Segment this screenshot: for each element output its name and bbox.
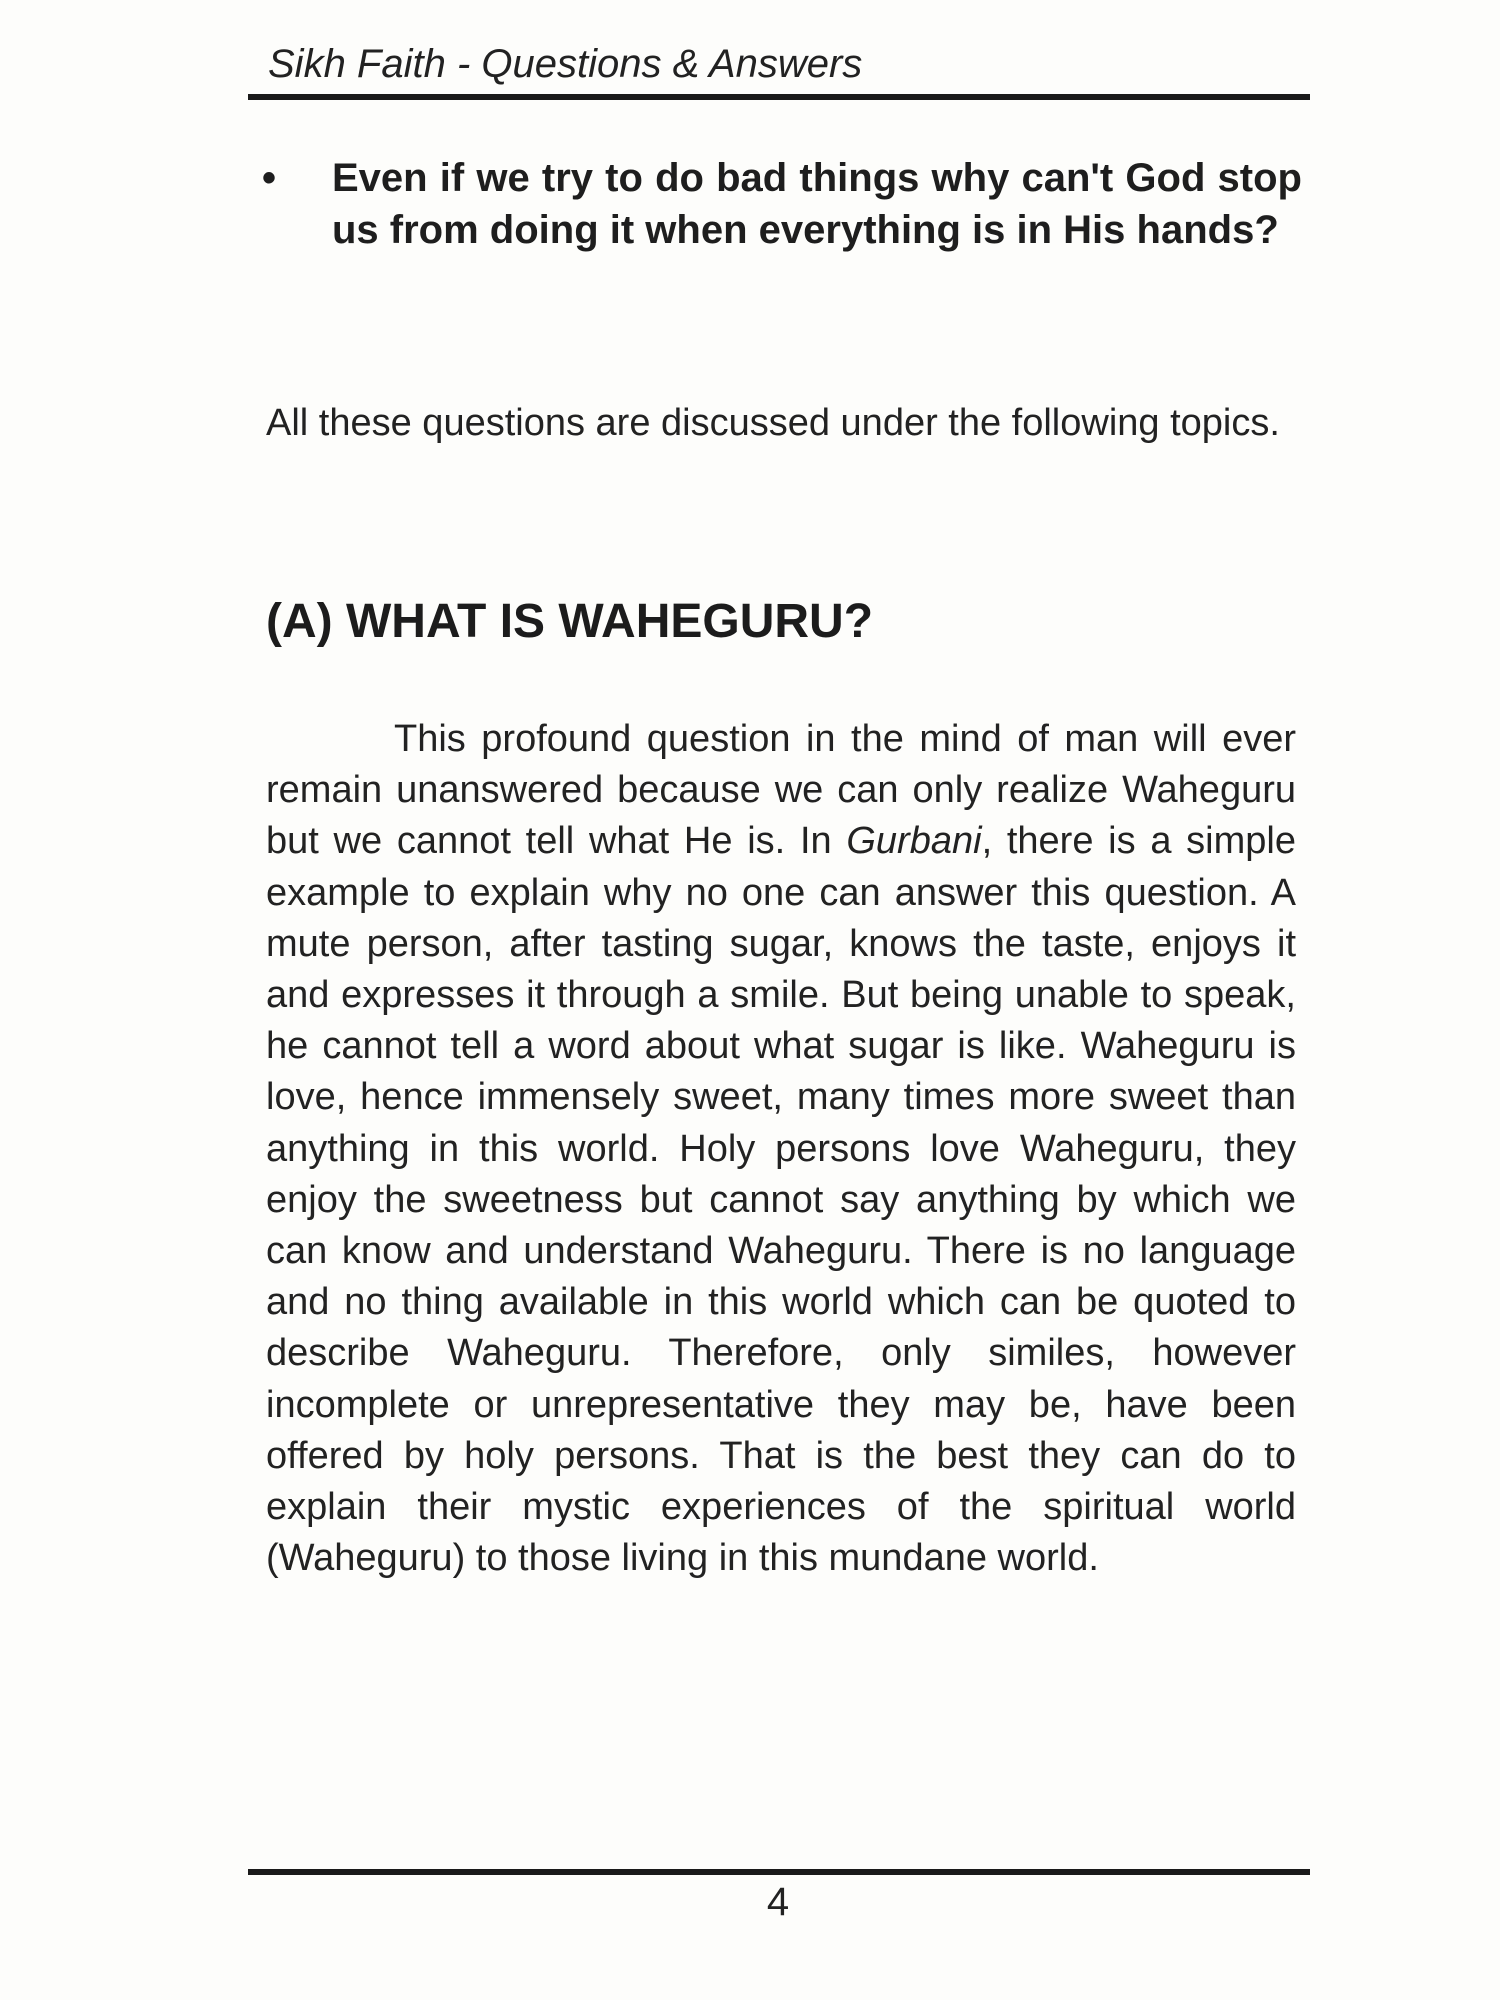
header-rule xyxy=(248,94,1310,100)
body-paragraph xyxy=(266,714,1296,1584)
gurbani-term: Gurbani xyxy=(846,820,982,863)
footer-rule xyxy=(248,1869,1310,1875)
intro-paragraph: All these questions are discussed under the following topics. xyxy=(266,402,1280,444)
body-text-part-1: This profound question in the mind of man will ever remain unanswered because we can only realize Waheguru but we cannot tell what He is. In xyxy=(266,718,1296,863)
running-header: Sikh Faith - Questions & Answers xyxy=(268,42,863,86)
body-text-part-2: , there is a simple example to explain why no one can answer this question. A mute person, after tasting sugar, knows the taste, enjoys it and expresses it through a smile. But being unable to speak, he cannot tell a word about what sugar is like. Waheguru is love, hence immensely sweet, many times more sweet than anything in this world. Holy persons love Waheguru, they enjoy the sweetness but cannot say anything by which we can know and understand Waheguru. There is no language and no thing available in this world which can be quoted to describe Waheguru. Therefore, only similes, however incomplete or unrepresentative they may be, have been offered by holy persons. That is the best they can do to explain their mystic experiences of the spiritual world (Waheguru) to those living in this mundane world. xyxy=(266,820,1296,1580)
question-text: Even if we try to do bad things why can't God stop us from doing it when everything is in His hands? xyxy=(332,156,1302,252)
section-heading: (A) WHAT IS WAHEGURU? xyxy=(266,594,874,648)
bullet-icon: • xyxy=(262,156,277,200)
page-number: 4 xyxy=(766,1880,790,1924)
